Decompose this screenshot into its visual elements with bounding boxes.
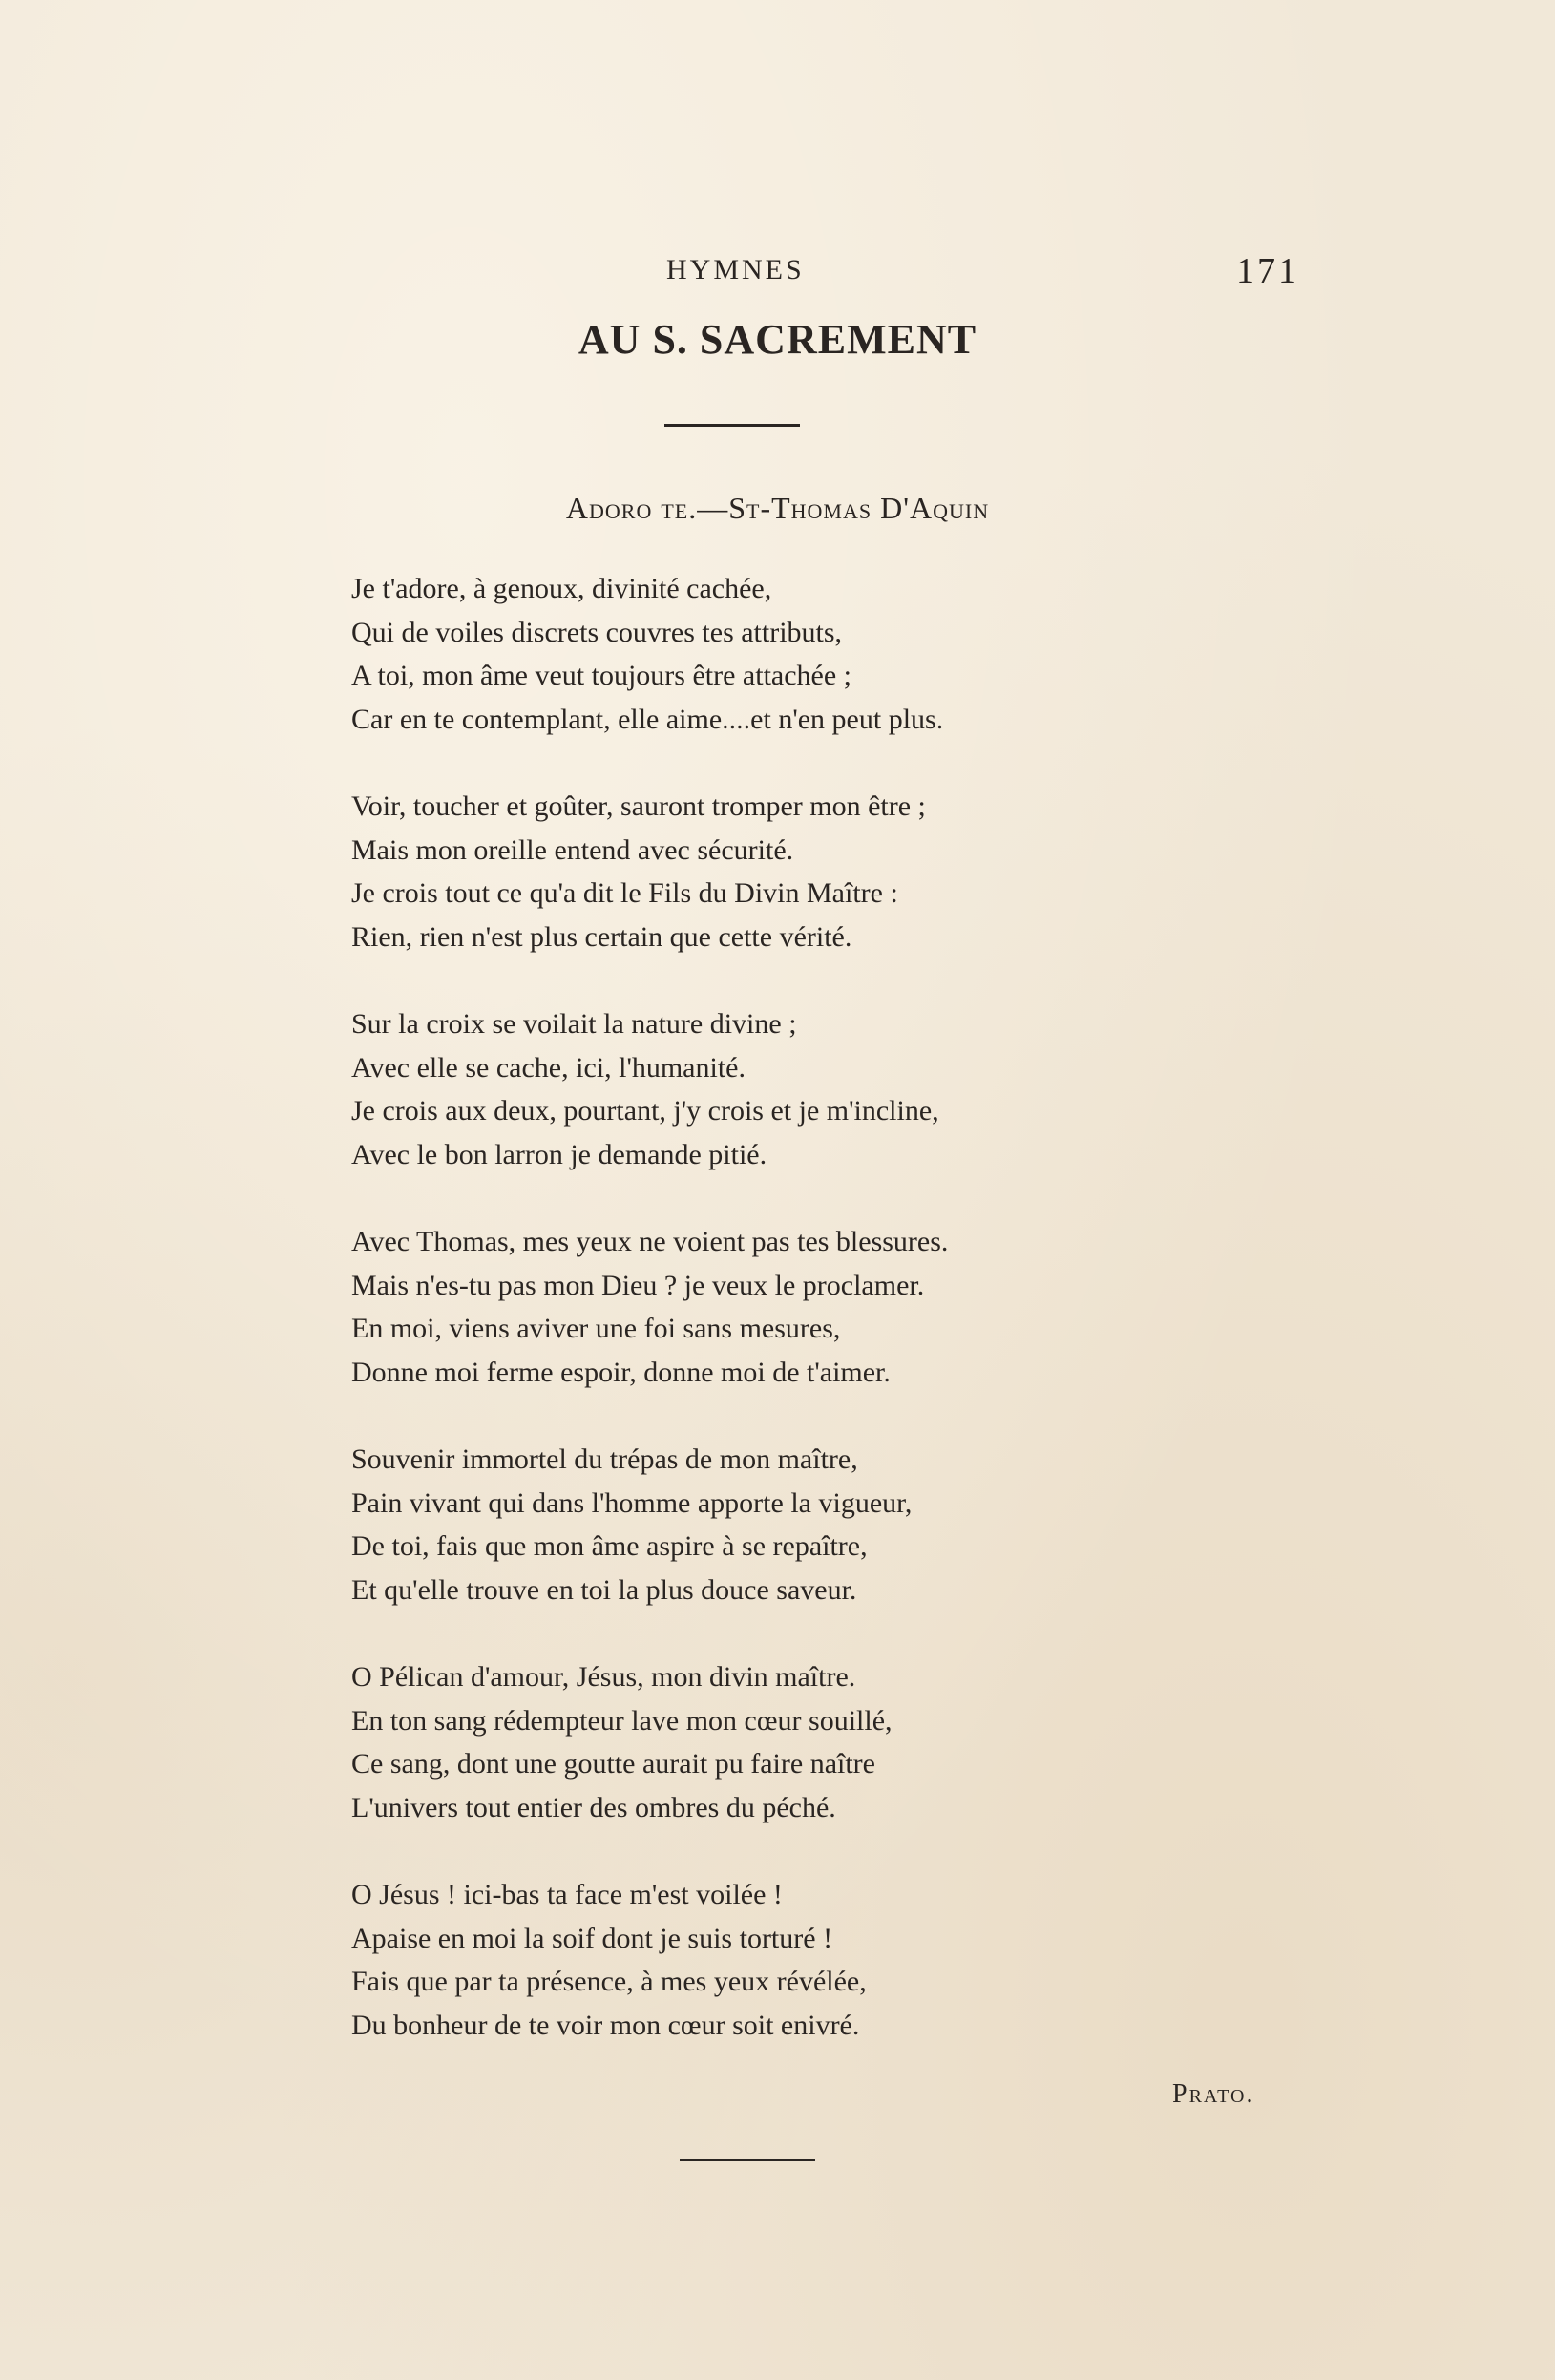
poem-line: A toi, mon âme veut toujours être attachée ; xyxy=(351,660,852,691)
title-divider-rule xyxy=(664,424,800,427)
running-head xyxy=(0,250,1555,291)
poem-line: De toi, fais que mon âme aspire à se repaître, xyxy=(351,1530,868,1562)
poem-line: Qui de voiles discrets couvres tes attributs, xyxy=(351,616,843,648)
poem-line: O Pélican d'amour, Jésus, mon divin maître. xyxy=(351,1661,856,1693)
poem-line: Et qu'elle trouve en toi la plus douce saveur. xyxy=(351,1573,857,1606)
poem-line: Mais n'es-tu pas mon Dieu ? je veux le proclamer. xyxy=(351,1269,925,1301)
running-title: HYMNES xyxy=(666,254,805,285)
stanza-5 xyxy=(351,1438,1306,1611)
stanza-4 xyxy=(351,1220,1306,1394)
stanza-3 xyxy=(351,1002,1306,1176)
poem-line: Souvenir immortel du trépas de mon maître, xyxy=(351,1443,858,1475)
poem-line: Apaise en moi la soif dont je suis torturé ! xyxy=(351,1922,833,1954)
poem-line: Car en te contemplant, elle aime....et n'en peut plus. xyxy=(351,703,944,735)
poem-body xyxy=(351,567,1306,2091)
poem-line: L'univers tout entier des ombres du péché. xyxy=(351,1791,836,1823)
poem-line: Pain vivant qui dans l'homme apporte la vigueur, xyxy=(351,1486,913,1519)
poem-line: Je crois aux deux, pourtant, j'y crois et je m'incline, xyxy=(351,1095,939,1127)
stanza-7 xyxy=(351,1873,1306,2047)
poem-line: Ce sang, dont une goutte aurait pu faire naître xyxy=(351,1748,875,1780)
stanza-6 xyxy=(351,1655,1306,1829)
hymn-subtitle: Adoro te.—St-Thomas D'Aquin xyxy=(565,491,990,525)
poem-line: Avec elle se cache, ici, l'humanité. xyxy=(351,1051,746,1084)
poem-line: Fais que par ta présence, à mes yeux révélée, xyxy=(351,1966,867,1997)
poem-line: Sur la croix se voilait la nature divine ; xyxy=(351,1008,797,1040)
poem-line: Du bonheur de te voir mon cœur soit enivré. xyxy=(351,2009,860,2041)
poem-line: Avec le bon larron je demande pitié. xyxy=(351,1138,767,1170)
poem-line: Je crois tout ce qu'a dit le Fils du Divin Maître : xyxy=(351,877,898,909)
poem-line: O Jésus ! ici-bas ta face m'est voilée ! xyxy=(351,1879,783,1910)
poem-line: Donne moi ferme espoir, donne moi de t'aimer. xyxy=(351,1356,891,1388)
stanza-2 xyxy=(351,785,1306,958)
hymn-title: AU S. SACREMENT xyxy=(578,316,977,363)
poem-line: Avec Thomas, mes yeux ne voient pas tes blessures. xyxy=(351,1226,949,1257)
poem-line: En moi, viens aviver une foi sans mesures, xyxy=(351,1313,841,1344)
poem-line: En ton sang rédempteur lave mon cœur souillé, xyxy=(351,1704,893,1737)
poem-line: Voir, toucher et goûter, sauront tromper mon être ; xyxy=(351,790,926,822)
poem-line: Mais mon oreille entend avec sécurité. xyxy=(351,833,794,866)
poem-line: Rien, rien n'est plus certain que cette vérité. xyxy=(351,920,852,953)
stanza-1 xyxy=(351,567,1306,741)
page-number: 171 xyxy=(1236,251,1299,291)
closing-divider-rule xyxy=(680,2159,815,2161)
author-signature: Prato. xyxy=(1172,2079,1255,2109)
poem-line: Je t'adore, à genoux, divinité cachée, xyxy=(351,573,772,604)
